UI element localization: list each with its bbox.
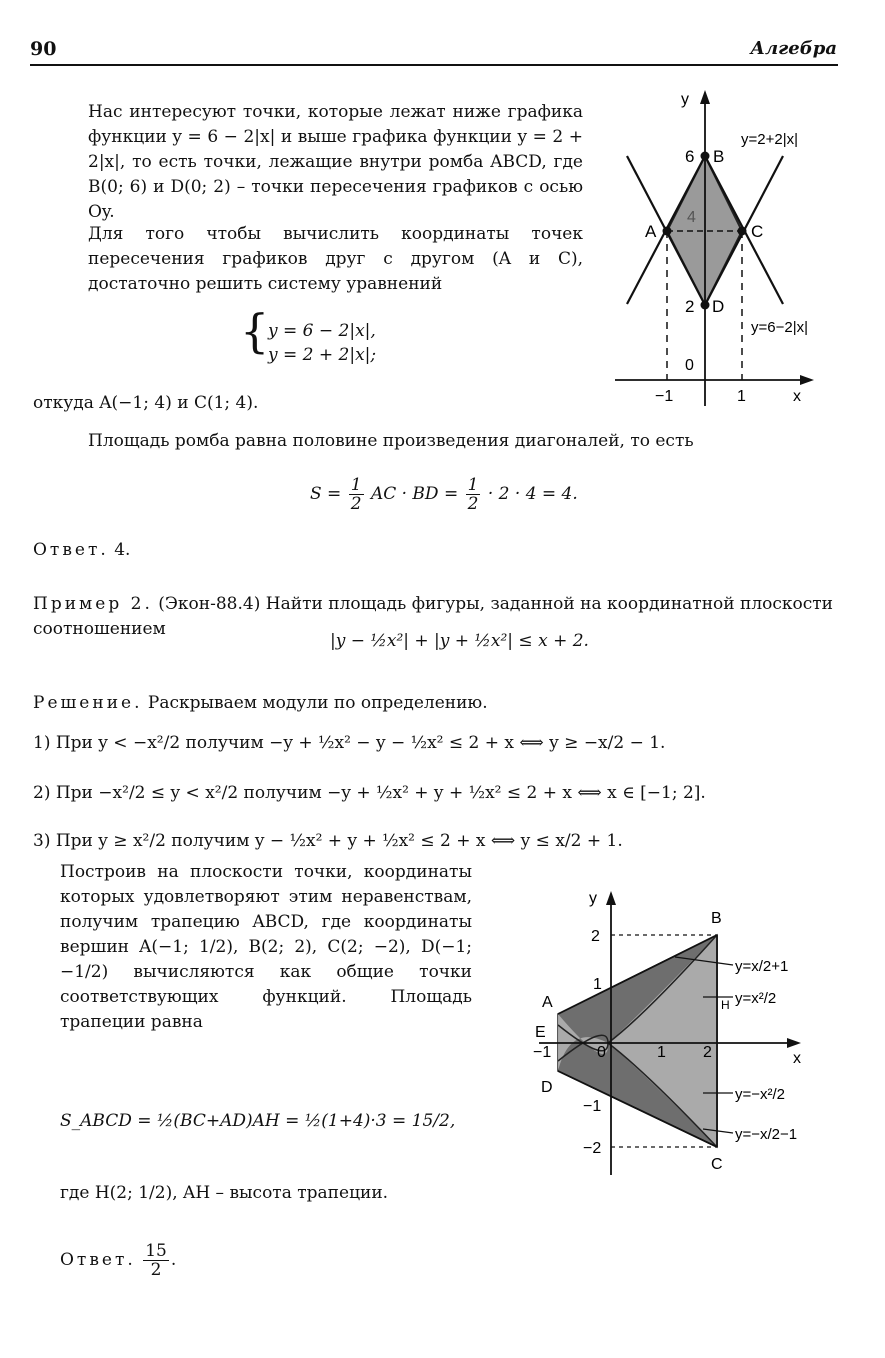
- system-line2: y = 2 + 2|x|;: [268, 345, 377, 365]
- figure-rhombus: [585, 88, 845, 413]
- example2-relation: |y − ½x²| + |y + ½x²| ≤ x + 2.: [330, 631, 589, 651]
- system-line1: y = 6 − 2|x|,: [268, 321, 376, 341]
- example1-para1: Нас интересуют точки, которые лежат ниже графика функции y = 6 − 2|x| и выше графика функции y = 2 + 2|x|, то есть точки, лежащие внутри ромба ABCD, где B(0; 6) и D(0; 2) – точки пересечения графиков с осью Oy.: [88, 102, 583, 222]
- system-brace: {: [240, 304, 270, 358]
- fig2-label-e: E: [535, 1024, 546, 1041]
- fig1-val-6: 6: [685, 147, 695, 166]
- system-result: откуда A(−1; 4) и C(1; 4).: [33, 393, 259, 413]
- area-rhs: · 2 · 4 = 4.: [487, 484, 578, 504]
- fig2-label-b: B: [711, 910, 722, 927]
- y-arrow-2: [606, 891, 616, 905]
- fig1-val-1: 1: [737, 388, 746, 405]
- point-c: [738, 227, 747, 236]
- case-2: 2) При −x²/2 ≤ y < x²/2 получим −y + ½x² + y + ½x² ≤ 2 + x ⟺ x ∈ [−1; 2].: [33, 783, 706, 803]
- half-fraction-2: [466, 476, 481, 513]
- fig1-curve-lower: y=6−2|x|: [751, 319, 808, 336]
- fig1-label-a: A: [645, 222, 657, 241]
- fig1-label-b: B: [713, 147, 725, 166]
- fig2-tick-x-0: 0: [597, 1044, 606, 1061]
- area-formula: [310, 476, 578, 513]
- fig2-label-d: D: [541, 1079, 553, 1096]
- example2-source: (Экон-88.4): [158, 594, 261, 614]
- fig2-tick-x-m1: −1: [533, 1044, 552, 1061]
- figure-trapezoid: [525, 885, 845, 1185]
- fig2-curve2: y=x²/2: [735, 990, 777, 1007]
- case-1: 1) При y < −x²/2 получим −y + ½x² − y − ½x² ≤ 2 + x ⟺ y ≥ −x/2 − 1.: [33, 733, 666, 753]
- answer1-label: Ответ.: [33, 540, 109, 560]
- half-den: 2: [350, 494, 362, 514]
- point-b: [701, 152, 710, 161]
- fig2-label-a: A: [542, 994, 553, 1011]
- fig2-tick-2: 2: [591, 928, 600, 945]
- fig2-axis-y: y: [589, 890, 597, 907]
- fig2-tick-x-2: 2: [703, 1044, 712, 1061]
- fig1-val-0: 0: [685, 357, 694, 374]
- x-arrow: [800, 375, 814, 385]
- answer2-label: Ответ.: [60, 1250, 136, 1270]
- fig2-tick-m2: −2: [583, 1140, 602, 1157]
- fig2-curve3: y=−x²/2: [735, 1086, 786, 1103]
- trapezoid-area: S_ABCD = ½(BC+AD)AH = ½(1+4)·3 = 15/2,: [60, 1111, 456, 1131]
- fig1-val-m1: −1: [655, 388, 674, 405]
- page-number: 90: [30, 38, 57, 60]
- answer1: [33, 537, 130, 563]
- section-title: Алгебра: [750, 38, 837, 59]
- fig2-label-c: C: [711, 1156, 723, 1173]
- fig2-label-h: H: [721, 998, 730, 1012]
- fig2-tick-1: 1: [593, 976, 602, 993]
- half-den-2: 2: [467, 494, 479, 514]
- example2-statement: Найти площадь фигуры, заданной на координатной плоскости соотношением: [33, 594, 834, 639]
- half-fraction: [349, 476, 364, 513]
- where-h: где H(2; 1/2), AH – высота трапеции.: [60, 1183, 389, 1203]
- header-rule: [30, 64, 838, 66]
- area-text: Площадь ромба равна половине произведения диагоналей, то есть: [88, 431, 694, 451]
- fig2-tick-m1: −1: [583, 1098, 602, 1115]
- answer2-fraction: [143, 1242, 169, 1279]
- fig1-label-c: C: [751, 222, 764, 241]
- solution-intro: Раскрываем модули по определению.: [147, 693, 488, 713]
- para-build: Построив на плоскости точки, координаты которых удовлетворяют этим неравенствам, получим трапецию ABCD, где координаты вершин A(−1; 1/2), B(2; 2), C(2; −2), D(−1; −1/2) вычисляются как общие точки соответствующих функций. Площадь трапеции равна: [60, 862, 472, 1032]
- fig1-label-d: D: [712, 297, 725, 316]
- fig1-val-4: 4: [687, 209, 696, 226]
- area-lhs: S =: [310, 484, 342, 504]
- answer1-value: 4.: [114, 540, 131, 560]
- answer2-num: 15: [145, 1241, 167, 1261]
- example2-label: Пример 2.: [33, 594, 153, 614]
- solution-label: Решение.: [33, 693, 143, 713]
- fig1-curve-upper: y=2+2|x|: [741, 131, 798, 148]
- fig2-tick-x-1: 1: [657, 1044, 666, 1061]
- case-3: 3) При y ≥ x²/2 получим y − ½x² + y + ½x² ≤ 2 + x ⟺ y ≤ x/2 + 1.: [33, 831, 623, 851]
- fig1-val-2: 2: [685, 297, 695, 316]
- fig2-curve4: y=−x/2−1: [735, 1126, 798, 1143]
- answer2-den: 2: [150, 1260, 162, 1280]
- solution-intro-line: [33, 690, 488, 716]
- point-d: [701, 301, 710, 310]
- half-num-2: 1: [467, 475, 479, 495]
- area-mid: AC · BD =: [370, 484, 459, 504]
- fig2-axis-x: x: [793, 1050, 801, 1067]
- answer2: Ответ. $\frac{15}{2}$ .: [60, 1241, 177, 1280]
- fig2-curve1: y=x/2+1: [735, 958, 789, 975]
- half-num: 1: [350, 475, 362, 495]
- y-arrow: [700, 90, 710, 104]
- example1-para2: Для того чтобы вычислить координаты точек пересечения графиков друг с другом (A и C), достаточно решить систему уравнений: [88, 224, 583, 294]
- fig1-axis-y: y: [681, 91, 689, 108]
- fig1-axis-x: x: [793, 388, 801, 405]
- x-arrow-2: [787, 1038, 801, 1048]
- point-a: [663, 227, 672, 236]
